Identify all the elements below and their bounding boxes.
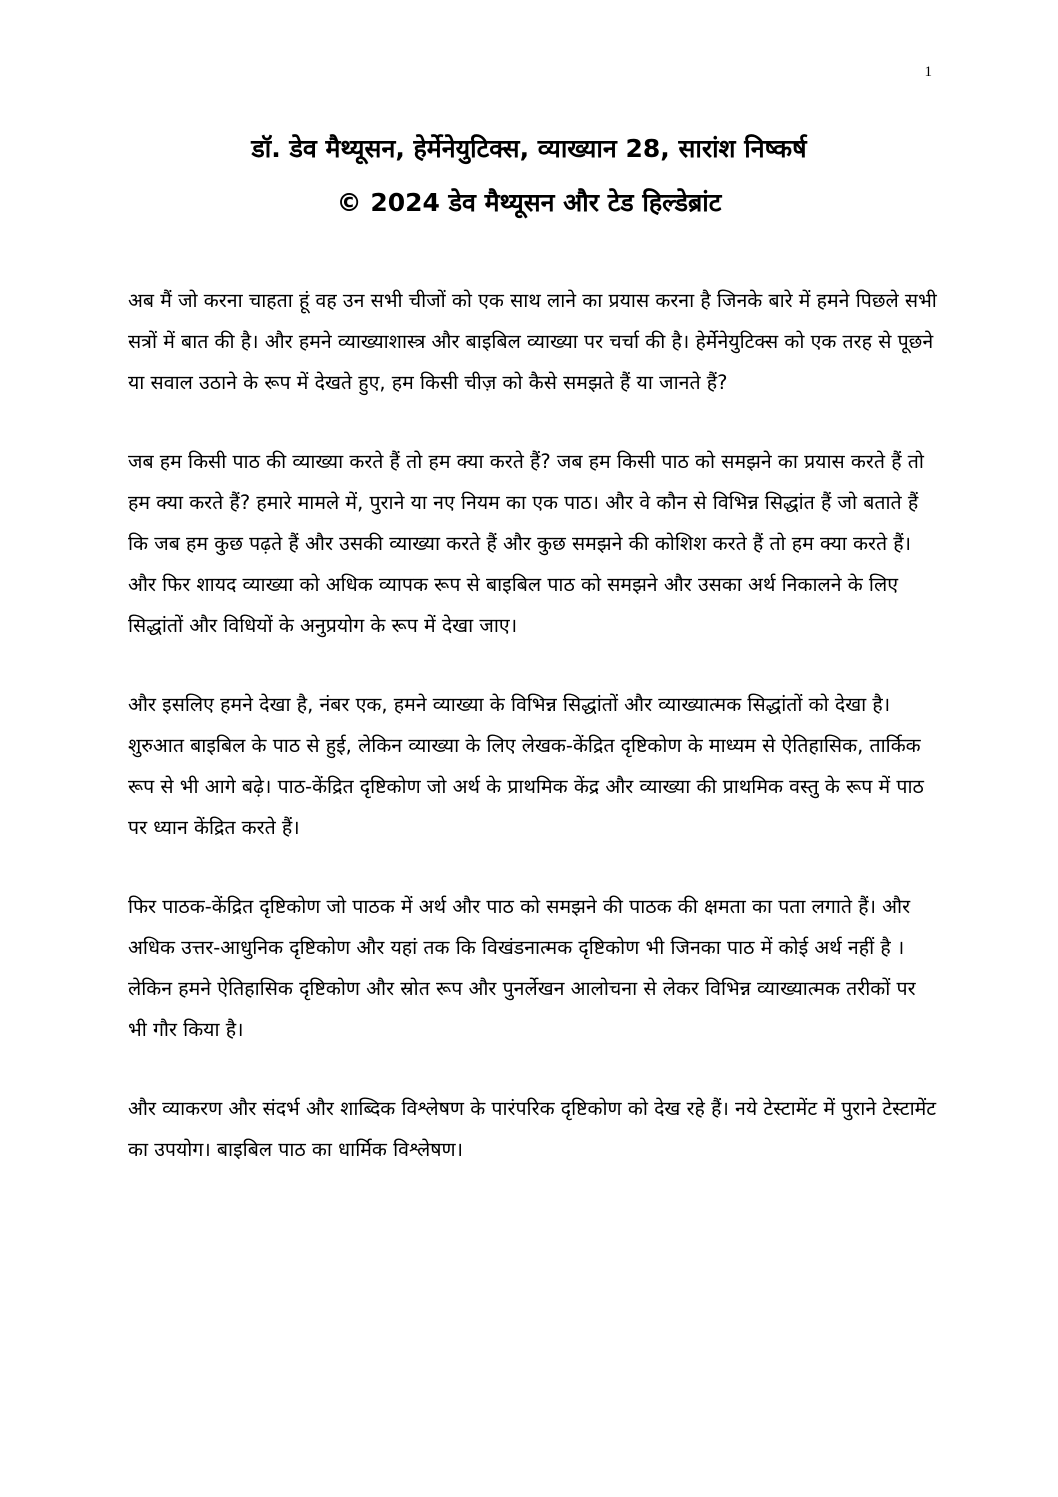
document-body <box>128 280 938 1208</box>
document-title <box>90 122 968 230</box>
page-number: 1 <box>924 64 932 80</box>
paragraph-1: अब मैं जो करना चाहता हूं वह उन सभी चीजों को एक साथ लाने का प्रयास करना है जिनके बारे में हमने पिछले सभी सत्रों में बात की है। और हमने व्याख्याशास्त्र और बाइबिल व्याख्या पर चर्चा की है। हेर्मेनेयुटिक्स को एक तरह से पूछने या सवाल उठाने के रूप में देखते हुए, हम किसी चीज़ को कैसे समझते हैं या जानते हैं? <box>128 289 937 394</box>
title-line-1: डॉ. डेव मैथ्यूसन, हेर्मेनेयुटिक्स, व्याख्यान 28, सारांश निष्कर्ष <box>251 134 807 163</box>
title-line-2: © 2024 डेव मैथ्यूसन और टेड हिल्डेब्रांट <box>336 188 722 217</box>
paragraph-2: जब हम किसी पाठ की व्याख्या करते हैं तो हम क्या करते हैं? जब हम किसी पाठ को समझने का प्रयास करते हैं तो हम क्या करते हैं? हमारे मामले में, पुराने या नए नियम का एक पाठ। और वे कौन से विभिन्न सिद्धांत हैं जो बताते हैं कि जब हम कुछ पढ़ते हैं और उसकी व्याख्या करते हैं और कुछ समझने की कोशिश करते हैं तो हम क्या करते हैं। और फिर शायद व्याख्या को अधिक व्यापक रूप से बाइबिल पाठ को समझने और उसका अर्थ निकालने के लिए सिद्धांतों और विधियों के अनुप्रयोग के रूप में देखा जाए। <box>128 450 924 637</box>
paragraph-5: और व्याकरण और संदर्भ और शाब्दिक विश्लेषण के पारंपरिक दृष्टिकोण को देख रहे हैं। नये टेस्टामेंट में पुराने टेस्टामेंट का उपयोग। बाइबिल पाठ का धार्मिक विश्लेषण। <box>128 1097 937 1161</box>
paragraph-3: और इसलिए हमने देखा है, नंबर एक, हमने व्याख्या के विभिन्न सिद्धांतों और व्याख्यात्मक सिद्धांतों को देखा है। शुरुआत बाइबिल के पाठ से हुई, लेकिन व्याख्या के लिए लेखक-केंद्रित दृष्टिकोण के माध्यम से ऐतिहासिक, तार्किक रूप से भी आगे बढ़े। पाठ-केंद्रित दृष्टिकोण जो अर्थ के प्राथमिक केंद्र और व्याख्या की प्राथमिक वस्तु के रूप में पाठ पर ध्यान केंद्रित करते हैं। <box>128 693 924 839</box>
paragraph-4: फिर पाठक-केंद्रित दृष्टिकोण जो पाठक में अर्थ और पाठ को समझने की पाठक की क्षमता का पता लगाते हैं। और अधिक उत्तर-आधुनिक दृष्टिकोण और यहां तक कि विखंडनात्मक दृष्टिकोण भी जिनका पाठ में कोई अर्थ नहीं है । लेकिन हमने ऐतिहासिक दृष्टिकोण और स्रोत रूप और पुनर्लेखन आलोचना से लेकर विभिन्न व्याख्यात्मक तरीकों पर भी गौर किया है। <box>128 895 916 1041</box>
